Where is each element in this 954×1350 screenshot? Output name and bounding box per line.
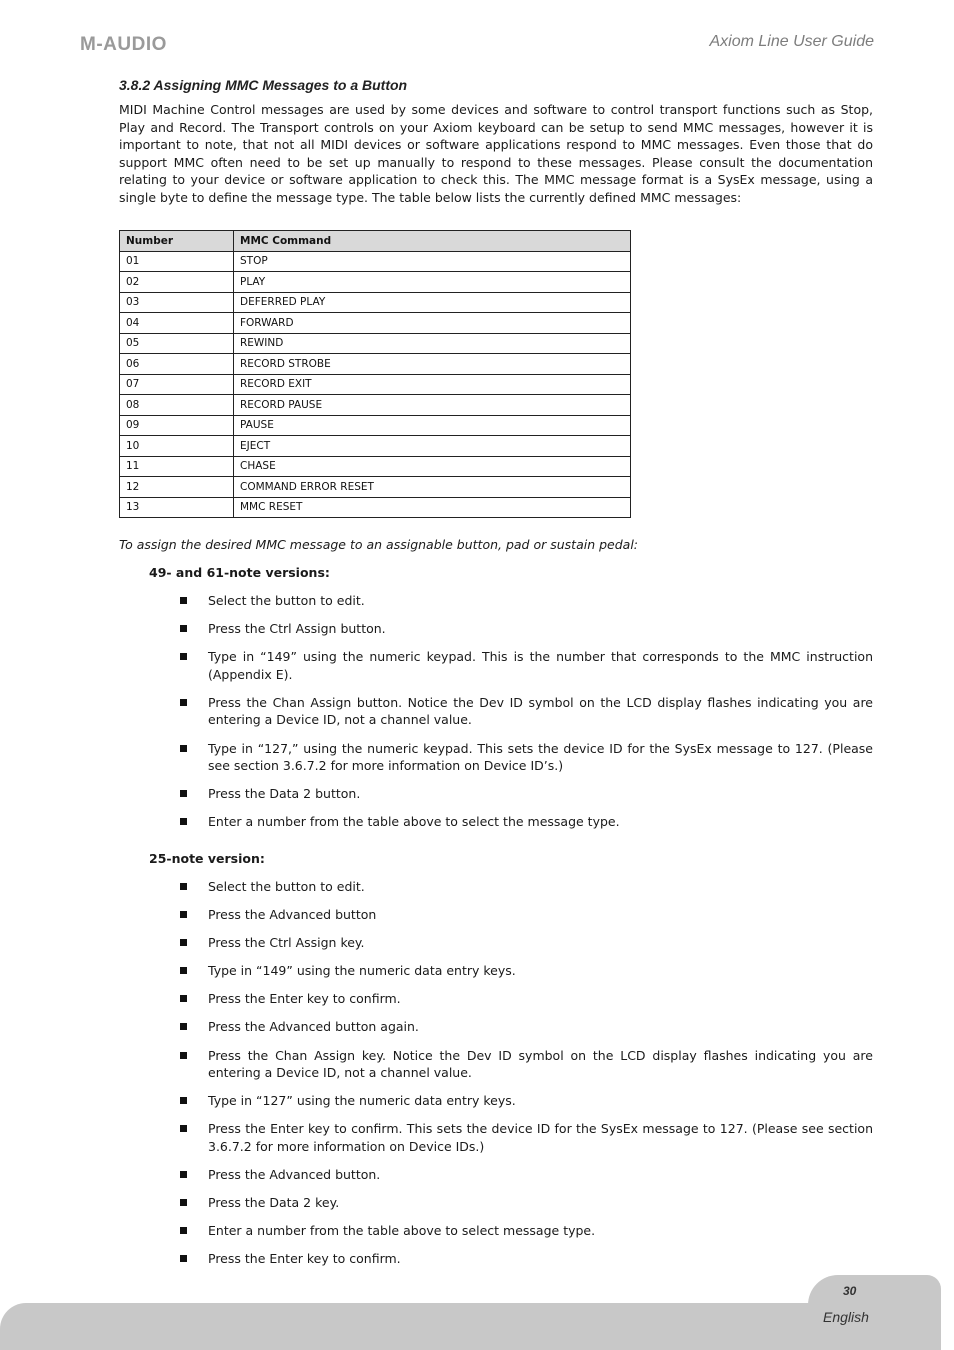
cell-command: STOP xyxy=(234,251,631,272)
table-row xyxy=(120,415,631,436)
cell-number: 08 xyxy=(120,395,234,416)
list-item xyxy=(180,592,873,610)
table-row xyxy=(120,497,631,518)
column-header-number: Number xyxy=(120,231,234,252)
list-item xyxy=(180,1194,873,1212)
cell-command: EJECT xyxy=(234,436,631,457)
cell-command: RECORD STROBE xyxy=(234,354,631,375)
table-row xyxy=(120,272,631,293)
cell-command: FORWARD xyxy=(234,313,631,334)
table-row xyxy=(120,251,631,272)
section-title: 3.8.2 Assigning MMC Messages to a Button xyxy=(119,77,408,93)
cell-number: 09 xyxy=(120,415,234,436)
square-bullet-icon xyxy=(180,1199,187,1206)
cell-command: RECORD EXIT xyxy=(234,374,631,395)
square-bullet-icon xyxy=(180,1052,187,1059)
cell-number: 05 xyxy=(120,333,234,354)
square-bullet-icon xyxy=(180,1255,187,1262)
intro-paragraph: MIDI Machine Control messages are used by some devices and software to control transport functions such as Stop, Play and Record. The Transport controls on your Axiom keyboard can be setup to send MMC messages, however it is important to note, that not all MIDI devices or software applications respond to MMC messages. Even those that do support MMC often need to be set up manually to respond to these messages. Please consult the documentation relating to your device or software application to check this. The MMC message format is a SysEx message, using a single byte to define the message type. The table below lists the currently defined MMC messages: xyxy=(119,102,873,205)
step-text: Press the Advanced button again. xyxy=(208,1019,419,1035)
square-bullet-icon xyxy=(180,1171,187,1178)
cell-number: 10 xyxy=(120,436,234,457)
cell-command: REWIND xyxy=(234,333,631,354)
guide-title: Axiom Line User Guide xyxy=(709,33,874,50)
step-text: Enter a number from the table above to select message type. xyxy=(208,1223,596,1239)
list-item xyxy=(180,785,873,803)
square-bullet-icon xyxy=(180,883,187,890)
square-bullet-icon xyxy=(180,699,187,706)
table-row xyxy=(120,354,631,375)
list-item xyxy=(180,906,873,924)
list-item xyxy=(180,1047,873,1082)
square-bullet-icon xyxy=(180,1227,187,1234)
step-text: Press the Advanced button xyxy=(208,907,377,923)
step-text: Select the button to edit. xyxy=(208,879,365,894)
cell-number: 12 xyxy=(120,477,234,498)
brand-logo: M-AUDIO xyxy=(80,34,167,55)
step-text: Press the Enter key to confirm. xyxy=(208,1251,401,1267)
list-item xyxy=(180,694,873,729)
step-text: Press the Chan Assign button. Notice the Dev ID symbol on the LCD display flashes indicating you are entering a Device ID, not a channel value. xyxy=(208,694,873,728)
cell-command: COMMAND ERROR RESET xyxy=(234,477,631,498)
step-text: Press the Ctrl Assign key. xyxy=(208,935,365,951)
square-bullet-icon xyxy=(180,1023,187,1030)
step-text: Type in “149” using the numeric data entry keys. xyxy=(208,963,516,979)
list-item xyxy=(180,648,873,683)
mmc-table xyxy=(119,230,631,518)
instructions-lead: To assign the desired MMC message to an assignable button, pad or sustain pedal: xyxy=(119,537,639,552)
step-text: Select the button to edit. xyxy=(208,593,365,608)
square-bullet-icon xyxy=(180,967,187,974)
list-item xyxy=(180,990,873,1008)
list-item xyxy=(180,620,873,638)
list-item xyxy=(180,1120,873,1155)
table-row xyxy=(120,313,631,334)
list-item xyxy=(180,1222,873,1240)
table-row xyxy=(120,292,631,313)
table-row xyxy=(120,477,631,498)
square-bullet-icon xyxy=(180,911,187,918)
cell-command: RECORD PAUSE xyxy=(234,395,631,416)
list-item xyxy=(180,1166,873,1184)
footer-band xyxy=(0,1303,941,1350)
square-bullet-icon xyxy=(180,1125,187,1132)
square-bullet-icon xyxy=(180,818,187,825)
cell-number: 04 xyxy=(120,313,234,334)
page-number: 30 xyxy=(843,1284,857,1298)
step-text: Press the Data 2 button. xyxy=(208,786,361,802)
subhead-25-note: 25-note version: xyxy=(149,851,265,866)
square-bullet-icon xyxy=(180,995,187,1002)
square-bullet-icon xyxy=(180,1097,187,1104)
list-item xyxy=(180,813,873,831)
step-text: Press the Advanced button. xyxy=(208,1167,381,1183)
step-text: Press the Chan Assign key. Notice the Dev ID symbol on the LCD display flashes indicating you are entering a Device ID, not a channel value. xyxy=(208,1047,873,1081)
list-item xyxy=(180,934,873,952)
square-bullet-icon xyxy=(180,790,187,797)
table-row xyxy=(120,456,631,477)
cell-command: MMC RESET xyxy=(234,497,631,518)
step-text: Type in “127,” using the numeric keypad. This sets the device ID for the SysEx message to 127. (Please see section 3.6.7.2 for more information on Device ID’s.) xyxy=(208,740,873,774)
steps-list-49-61-note xyxy=(180,592,873,841)
step-text: Press the Data 2 key. xyxy=(208,1195,340,1211)
column-header-command: MMC Command xyxy=(234,231,631,252)
cell-number: 01 xyxy=(120,251,234,272)
cell-number: 06 xyxy=(120,354,234,375)
cell-number: 03 xyxy=(120,292,234,313)
square-bullet-icon xyxy=(180,625,187,632)
list-item xyxy=(180,1092,873,1110)
list-item xyxy=(180,878,873,896)
step-text: Type in “127” using the numeric data entry keys. xyxy=(208,1093,516,1109)
list-item xyxy=(180,1018,873,1036)
square-bullet-icon xyxy=(180,653,187,660)
table-row xyxy=(120,374,631,395)
subhead-49-61-note: 49- and 61-note versions: xyxy=(149,565,330,580)
cell-command: PAUSE xyxy=(234,415,631,436)
table-row xyxy=(120,436,631,457)
cell-number: 02 xyxy=(120,272,234,293)
square-bullet-icon xyxy=(180,597,187,604)
square-bullet-icon xyxy=(180,745,187,752)
language-label: English xyxy=(823,1309,869,1325)
step-text: Press the Enter key to confirm. xyxy=(208,991,401,1007)
table-row xyxy=(120,333,631,354)
step-text: Enter a number from the table above to select the message type. xyxy=(208,814,620,830)
list-item xyxy=(180,740,873,775)
cell-command: DEFERRED PLAY xyxy=(234,292,631,313)
list-item xyxy=(180,962,873,980)
table-row xyxy=(120,395,631,416)
cell-number: 13 xyxy=(120,497,234,518)
steps-list-25-note xyxy=(180,878,873,1278)
step-text: Type in “149” using the numeric keypad. This is the number that corresponds to the MMC instruction (Appendix E). xyxy=(208,649,873,682)
cell-command: PLAY xyxy=(234,272,631,293)
cell-command: CHASE xyxy=(234,456,631,477)
list-item xyxy=(180,1250,873,1268)
square-bullet-icon xyxy=(180,939,187,946)
table-header-row xyxy=(120,231,631,252)
step-text: Press the Enter key to confirm. This sets the device ID for the SysEx message to 127. (Please see section 3.6.7.2 for more information on Device IDs.) xyxy=(208,1121,873,1154)
cell-number: 07 xyxy=(120,374,234,395)
cell-number: 11 xyxy=(120,456,234,477)
step-text: Press the Ctrl Assign button. xyxy=(208,621,386,637)
